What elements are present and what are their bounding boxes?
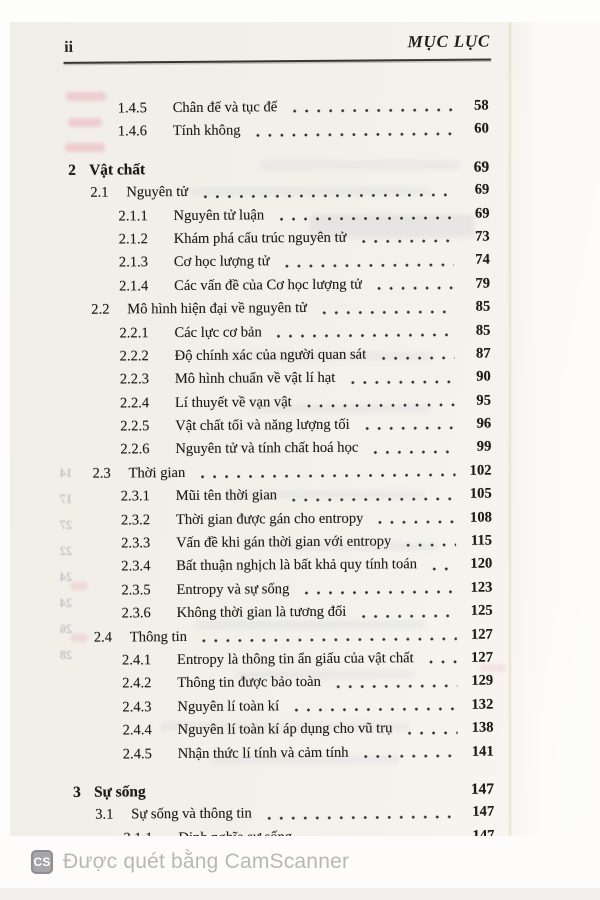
toc-entry-title: Nguyên lí toàn kí <box>177 697 280 715</box>
toc-entry-number: 3.1 <box>95 806 114 823</box>
toc-entry-title: Thông tin được bảo toàn <box>177 674 321 692</box>
toc-entry-number: 2 <box>68 161 76 179</box>
dot-leader <box>344 366 455 390</box>
toc-entry-page: 90 <box>476 368 491 385</box>
dot-leader <box>273 202 454 227</box>
toc-entry-page: 69 <box>473 158 490 176</box>
running-header-title: MỤC LỤC <box>407 31 491 52</box>
dot-leader <box>286 95 453 120</box>
toc-entry-title: Cơ học lượng tử <box>173 253 270 271</box>
toc-entry-number: 1.4.5 <box>117 100 147 117</box>
dot-leader <box>194 460 455 485</box>
toc-entry-number: 2.3.4 <box>121 558 151 575</box>
toc-entry-page: 74 <box>475 251 490 269</box>
toc-entry-number: 2.2 <box>91 301 110 318</box>
toc-entry-title: Thời gian <box>128 464 186 482</box>
toc-entry-number: 2.1.3 <box>118 254 149 271</box>
toc-entry-title: Nguyên tử và tính chất hoá học <box>175 440 359 458</box>
toc-entry-number: 2.3.2 <box>120 511 151 529</box>
toc-entry-page: 108 <box>469 509 492 526</box>
dot-leader <box>301 390 455 415</box>
toc-entry-title: Độ chính xác của người quan sát <box>174 346 367 364</box>
toc-entry-number: 2.4.4 <box>122 722 152 739</box>
camscanner-logo-icon: CS <box>31 850 53 874</box>
bleedthrough-number: 22 <box>59 543 73 559</box>
toc-entry-number: 2.3.6 <box>121 605 151 622</box>
bottom-edge-strip <box>0 888 600 900</box>
toc-entry-number: 1.4.6 <box>117 123 148 140</box>
dot-leader <box>298 577 456 602</box>
toc-entry-number: 2.4.5 <box>122 745 152 763</box>
toc-entry-page: 85 <box>475 322 491 339</box>
toc-entry-page: 147 <box>472 803 495 821</box>
dot-leader <box>355 226 453 250</box>
bleedthrough-number: 17 <box>59 491 73 507</box>
toc-entry-number: 2.1.2 <box>118 231 148 248</box>
toc-entry-number: 2.3.5 <box>121 582 151 599</box>
bleedthrough-number: 27 <box>59 517 73 533</box>
toc-entry-page: 120 <box>470 555 493 573</box>
dot-leader <box>367 436 455 460</box>
toc-entry-number: 2.2.1 <box>119 324 149 341</box>
toc-entry-page: 87 <box>475 345 491 362</box>
toc-entry-page: 115 <box>470 532 493 549</box>
header-rule <box>63 59 491 64</box>
toc-entry-number: 2.4.2 <box>122 675 152 692</box>
toc-entry-page: 127 <box>471 649 494 666</box>
toc-entry-title: Các vấn đề của Cơ học lượng tử <box>174 276 363 294</box>
bleedthrough-number: 24 <box>59 569 73 585</box>
toc-entry-number: 2.4.1 <box>121 652 152 669</box>
toc-entry-number: 2.3 <box>92 465 111 482</box>
toc-entry-page: 141 <box>471 743 494 760</box>
toc-entry-title: Tính không <box>172 122 241 140</box>
scanned-page <box>10 22 600 836</box>
dot-leader <box>400 530 456 554</box>
toc-entry-number: 2.1.4 <box>119 277 149 295</box>
toc-entry-title: Vật chất tối và năng lượng tối <box>175 416 350 435</box>
toc-entry-title: Nhận thức lí tính và cảm tính <box>177 744 349 762</box>
dot-leader <box>371 273 454 297</box>
toc-entry-title: Thời gian được gán cho entropy <box>175 510 364 528</box>
dot-leader <box>357 740 457 764</box>
toc-entry-page: 123 <box>470 579 493 596</box>
toc-entry-page: 105 <box>469 485 492 502</box>
toc-entry-page: 138 <box>471 719 494 736</box>
toc-entry-title: Mô hình chuẩn về vật lí hạt <box>174 370 336 388</box>
toc-entry-page: 73 <box>475 228 490 245</box>
toc-entry-number: 2.3.1 <box>120 488 150 505</box>
toc-entry-number: 2.2.6 <box>120 441 150 458</box>
toc-entry-title: Nguyên tử luận <box>173 206 265 224</box>
toc-entry-page: 69 <box>474 181 490 198</box>
page-edge-line <box>509 22 511 836</box>
toc-entry-title: Nguyên tử <box>126 184 189 201</box>
dot-leader <box>286 483 456 508</box>
dot-leader <box>155 778 459 804</box>
dot-leader <box>423 647 458 671</box>
dot-leader <box>372 506 456 530</box>
toc-entry-title: Bất thuận nghịch là bất khả quy tính toán <box>176 556 418 575</box>
toc-entry-title: Nguyên lí toàn kí áp dụng cho vũ trụ <box>177 720 393 739</box>
toc-entry-number: 3 <box>72 783 81 801</box>
toc-entry-page: 99 <box>476 439 492 456</box>
toc-entry-title: Vật chất <box>89 161 146 179</box>
toc-entry-title: Vấn đề khi gán thời gian với entropy <box>176 533 392 552</box>
toc-entry-page: 102 <box>469 462 492 479</box>
camscanner-watermark-bar <box>0 836 600 888</box>
toc-entry-title: Mô hình hiện đại về nguyên tử <box>127 300 308 318</box>
toc-entry-title: Entropy và sự sống <box>176 580 290 598</box>
toc-entry-title: Thông tin <box>129 628 188 645</box>
bleedthrough-number: 14 <box>59 465 73 481</box>
toc-list <box>11 94 600 852</box>
toc-entry-title: Sự sống <box>93 783 146 801</box>
toc-entry-page: 60 <box>474 120 489 138</box>
bleedthrough-number: 26 <box>59 621 73 637</box>
dot-leader <box>426 553 456 577</box>
dot-leader <box>279 249 454 274</box>
toc-entry-page: 95 <box>476 392 492 409</box>
bleedthrough-number: 24 <box>59 595 73 611</box>
toc-entry-title: Khám phá cấu trúc nguyên tử <box>173 229 347 247</box>
toc-entry-number: 2.4.3 <box>122 698 152 716</box>
toc-entry-number: 2.3.3 <box>121 535 151 552</box>
dot-leader <box>288 694 457 719</box>
toc-entry-number: 2.4 <box>93 629 113 646</box>
dot-leader <box>196 623 457 648</box>
camscanner-watermark-text: Được quét bằng CamScanner <box>63 850 350 873</box>
toc-entry-title: Entropy là thông tin ẩn giấu của vật chất <box>176 650 414 669</box>
dot-leader <box>355 600 456 624</box>
toc-entry-number: 2.2.2 <box>119 348 149 365</box>
toc-entry-title: Chân đế và tục đế <box>172 99 278 117</box>
toc-entry-page: 129 <box>471 672 494 690</box>
toc-entry-number: 2.2.3 <box>119 371 150 388</box>
toc-entry-page: 85 <box>475 298 491 315</box>
toc-entry-page: 96 <box>476 415 492 432</box>
toc-entry-page: 125 <box>470 602 493 619</box>
toc-entry-number: 2.2.4 <box>119 394 150 412</box>
toc-entry-title: Các lực cơ bản <box>174 323 262 341</box>
printed-content <box>10 20 600 839</box>
toc-entry-title: Không thời gian là tương đối <box>176 603 347 622</box>
dot-leader <box>271 319 455 344</box>
toc-entry-number: 2.2.5 <box>120 418 150 435</box>
toc-row-1.4.6 <box>11 117 600 145</box>
toc-entry-number: 2.1 <box>90 184 109 201</box>
dot-leader <box>154 156 453 182</box>
dot-leader <box>359 413 456 437</box>
toc-entry-page: 147 <box>470 780 495 798</box>
toc-entry-title: Sự sống và thông tin <box>131 805 252 823</box>
toc-entry-page: 132 <box>471 696 494 713</box>
toc-entry-page: 79 <box>475 275 491 292</box>
toc-row-2.4.5 <box>16 739 600 767</box>
dot-leader <box>375 343 455 367</box>
dot-leader <box>330 670 457 694</box>
page-number-folio: ii <box>64 38 74 56</box>
toc-entry-title: Mũi tên thời gian <box>175 487 278 505</box>
dot-leader <box>316 296 454 320</box>
toc-entry-page: 127 <box>470 626 493 643</box>
bleedthrough-number: 28 <box>59 647 73 663</box>
toc-entry-page: 69 <box>474 205 490 222</box>
toc-entry-title: Lí thuyết về vạn vật <box>174 393 292 411</box>
toc-entry-page: 58 <box>474 97 489 114</box>
dot-leader <box>197 179 453 204</box>
dot-leader <box>249 118 452 143</box>
toc-entry-number: 2.1.1 <box>118 207 148 225</box>
dot-leader <box>261 801 459 826</box>
dot-leader <box>401 717 457 741</box>
